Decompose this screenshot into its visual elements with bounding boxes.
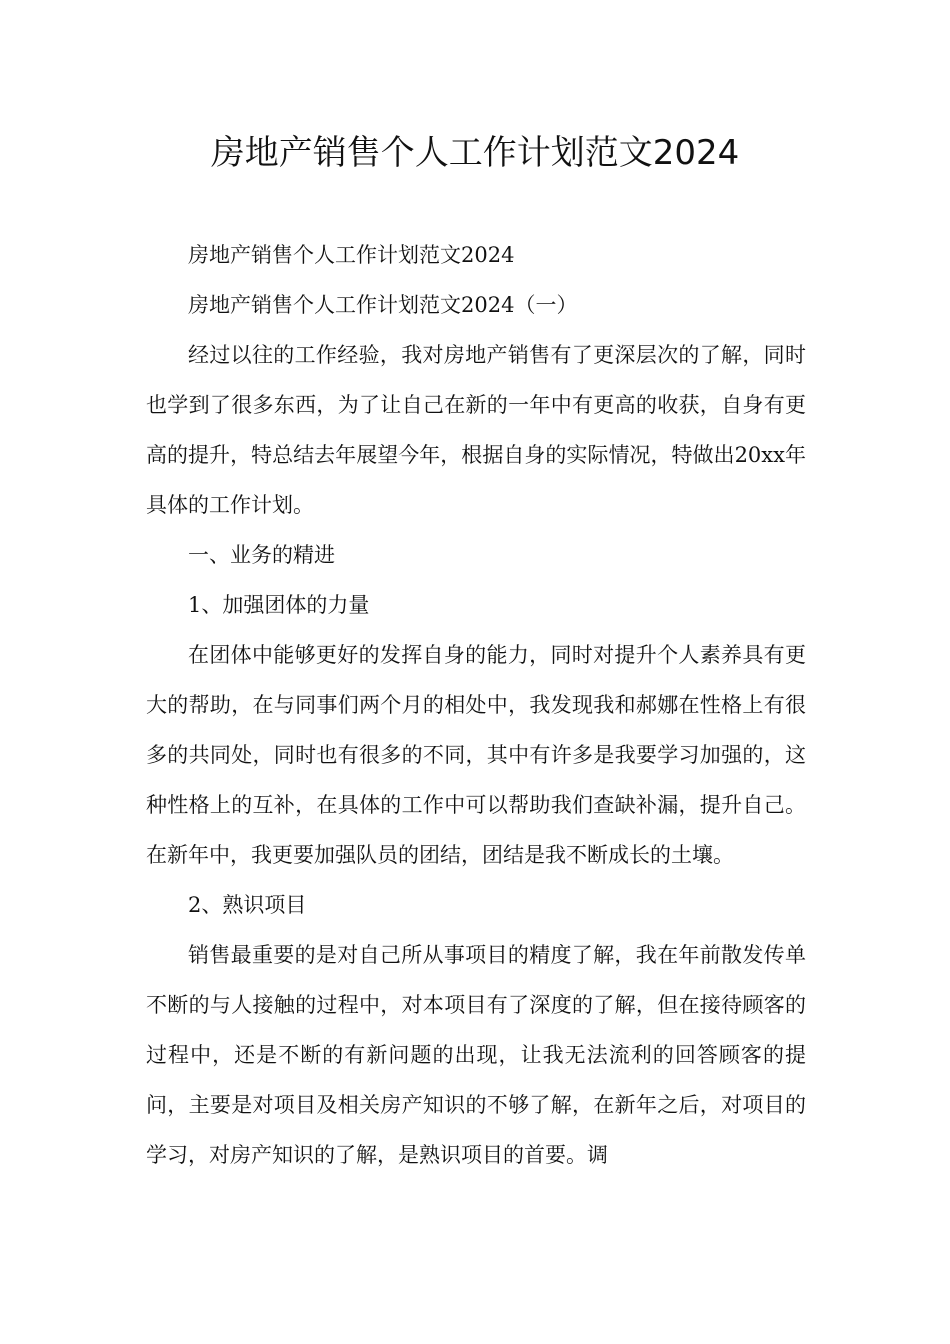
subsection-heading-team: 1、加强团体的力量 (188, 593, 370, 617)
subsection-heading-project: 2、熟识项目 (188, 893, 307, 917)
paragraph-heading: 房地产销售个人工作计划范文2024 (188, 243, 515, 267)
document-title: 房地产销售个人工作计划范文2024 (210, 133, 740, 173)
paragraph-intro: 经过以往的工作经验，我对房地产销售有了更深层次的了解，同时也学到了很多东西，为了让自己在新的一年中有更高的收获，自身有更高的提升，特总结去年展望今年，根据自身的实际情况，特做出20xx年具体的工作计划。 (146, 343, 806, 517)
section-heading-business: 一、业务的精进 (188, 543, 335, 567)
paragraph-project: 销售最重要的是对自己所从事项目的精度了解，我在年前散发传单不断的与人接触的过程中，对本项目有了深度的了解，但在接待顾客的过程中，还是不断的有新问题的出现，让我无法流利的回答顾客的提问，主要是对项目及相关房产知识的不够了解，在新年之后，对项目的学习，对房产知识的了解，是熟识项目的首要。调 (146, 943, 806, 1167)
document-body (146, 230, 806, 1180)
paragraph-team: 在团体中能够更好的发挥自身的能力，同时对提升个人素养具有更大的帮助，在与同事们两个月的相处中，我发现我和郝娜在性格上有很多的共同处，同时也有很多的不同，其中有许多是我要学习加强的，这种性格上的互补，在具体的工作中可以帮助我们查缺补漏，提升自己。在新年中，我更要加强队员的团结，团结是我不断成长的土壤。 (146, 643, 806, 867)
paragraph-subheading: 房地产销售个人工作计划范文2024（一） (188, 293, 578, 317)
